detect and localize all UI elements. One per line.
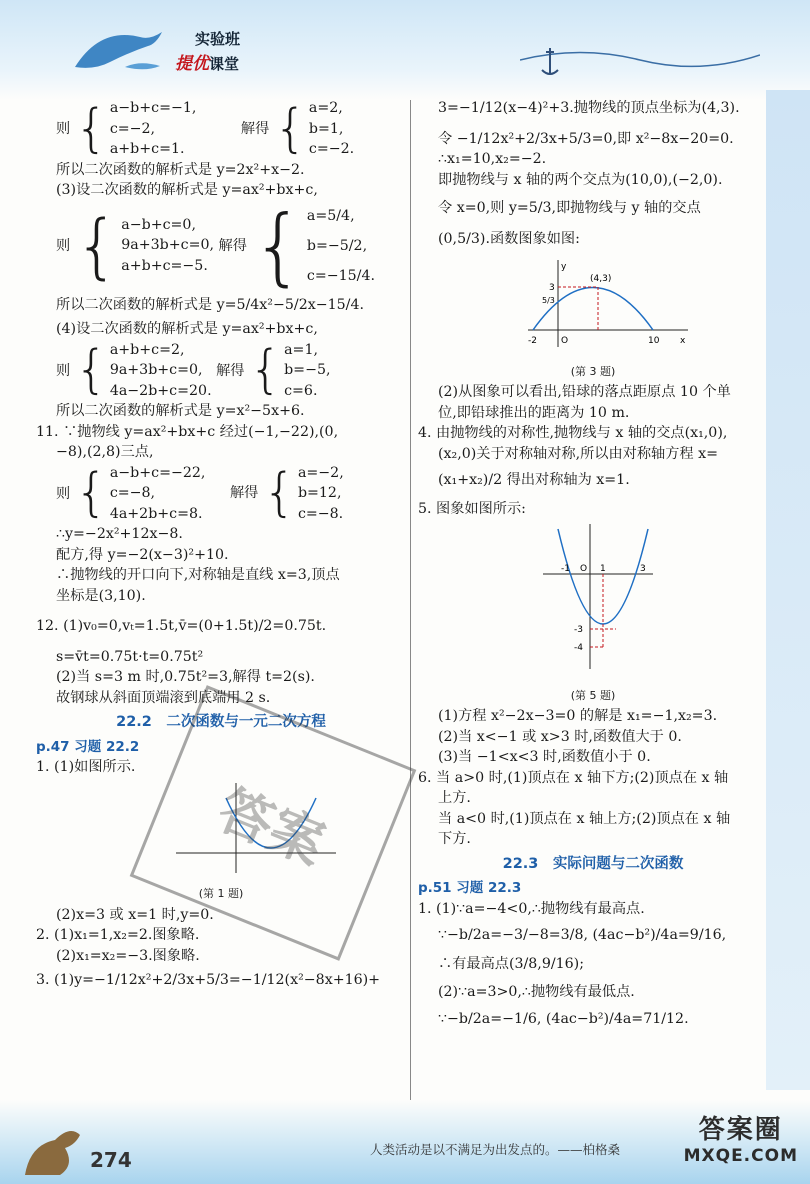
text-line: 5. 图象如图所示:: [418, 500, 526, 517]
brand-suffix: 课堂: [209, 55, 240, 73]
page-number: 274: [90, 1148, 132, 1172]
figure-3-graph: [418, 255, 768, 355]
fig5-x-tick: -1: [561, 564, 570, 574]
stamp-watermark: 答案: [130, 685, 417, 961]
text-line: 12. (1)v₀=0,vₜ=1.5t,v̄=(0+1.5t)/2=0.75t.: [36, 618, 327, 634]
text-line: (2)x=3 或 x=1 时,y=0.: [56, 906, 214, 923]
figure-5-graph: [418, 519, 768, 679]
fig5-x-tick: 1: [600, 564, 606, 574]
system-2: 则 { a−b+c=0, 9a+3b+c=0, a+b+c=−5. 解得 { a=5/4, b=−5/2, c=−15/4.: [56, 196, 375, 295]
text-line: 故钢球从斜面顶端滚到底端用 2 s.: [56, 689, 271, 706]
text-line: 3. (1)y=−1/12x²+2/3x+5/3=−1/12(x²−8x+16)+: [36, 972, 381, 988]
page-header: [0, 0, 810, 100]
figure-1-caption: (第 1 题): [198, 887, 244, 900]
text-line: 2. (1)x₁=1,x₂=2.图象略.: [36, 927, 200, 943]
fig5-origin: O: [580, 564, 588, 574]
right-column: [418, 98, 768, 1029]
fig3-y-tick: 3: [549, 283, 555, 293]
text-line: −8),(2,8)三点,: [56, 444, 154, 460]
brand-top: 实验班: [195, 30, 241, 48]
text-line: 位,即铅球推出的距离为 10 m.: [438, 404, 630, 421]
footer-quote: 人类活动是以不满足为出发点的。——柏格桑: [370, 1142, 621, 1157]
site-watermark: 答案圈 MXQE.COM: [683, 1115, 798, 1166]
text-line: (2)当 x<−1 或 x>3 时,函数值大于 0.: [438, 728, 682, 745]
figure-5-caption: (第 5 题): [570, 688, 616, 702]
text-line: 所以二次函数的解析式是 y=x²−5x+6.: [56, 403, 305, 419]
text-line: (x₂,0)关于对称轴对称,所以由对称轴方程 x=: [438, 445, 719, 462]
text-line: 所以二次函数的解析式是 y=5/4x²−5/2x−15/4.: [56, 296, 364, 313]
text-line: ∴抛物线的开口向下,对称轴是直线 x=3,顶点: [56, 567, 340, 583]
text-line: (2)当 s=3 m 时,0.75t²=3,解得 t=2(s).: [56, 669, 315, 685]
fig5-y-tick: -4: [574, 643, 583, 653]
dolphin-icon: [70, 22, 170, 82]
anchor-icon: [520, 40, 760, 80]
text-line: ∴有最高点(3/8,9/16);: [438, 955, 584, 972]
text-line: (3)设二次函数的解析式是 y=ax²+bx+c,: [56, 182, 318, 198]
column-divider: [410, 100, 411, 1100]
text-line: 11. ∵抛物线 y=ax²+bx+c 经过(−1,−22),(0,: [36, 423, 339, 440]
text-line: (x₁+x₂)/2 得出对称轴为 x=1.: [438, 472, 630, 488]
text-line: 上方.: [438, 790, 471, 806]
brand-title: [175, 28, 240, 74]
brand-name: 提优: [175, 54, 209, 74]
text-line: 坐标是(3,10).: [56, 587, 146, 604]
seal-icon: [20, 1120, 90, 1180]
text-line: ∵−b/2a=−1/6, (4ac−b²)/4a=71/12.: [438, 1010, 689, 1027]
text-line: 4. 由抛物线的对称性,抛物线与 x 轴的交点(x₁,0),: [418, 425, 728, 441]
system-3: 则 { a+b+c=2, 9a+3b+c=0, 4a−2b+c=20. 解得 { a=1, b=−5, c=6.: [56, 340, 331, 401]
text-line: (0,5/3).函数图象如图:: [438, 230, 580, 247]
fig3-origin: O: [561, 336, 569, 346]
text-line: ∴x₁=10,x₂=−2.: [438, 151, 547, 167]
side-band: [766, 90, 810, 1090]
section-heading: 22.3 实际问题与二次函数: [502, 855, 684, 872]
fig3-y-tick: 5/3: [542, 296, 555, 305]
exercise-heading: p.51 习题 22.3: [418, 880, 522, 896]
section-heading: 22.2 二次函数与一元二次方程: [116, 714, 326, 730]
text-line: 令 −1/12x²+2/3x+5/3=0,即 x²−8x−20=0.: [438, 130, 734, 147]
text-line: 3=−1/12(x−4)²+3.抛物线的顶点坐标为(4,3).: [438, 100, 740, 116]
text-line: ∴y=−2x²+12x−8.: [56, 526, 183, 542]
text-line: 下方.: [438, 831, 471, 847]
text-line: (2)从图象可以看出,铅球的落点距原点 10 个单: [438, 384, 731, 400]
text-line: (3)当 −1<x<3 时,函数值小于 0.: [438, 749, 651, 765]
text-line: (2)x₁=x₂=−3.图象略.: [56, 947, 200, 964]
fig3-x-tick: 10: [648, 336, 660, 346]
system-4: 则 { a−b+c=−22, c=−8, 4a+2b+c=8. 解得 { a=−2, b=12, c=−8.: [56, 463, 344, 524]
text-line: 即抛物线与 x 轴的两个交点为(10,0),(−2,0).: [438, 171, 723, 188]
text-line: 1. (1)如图所示.: [36, 759, 136, 775]
fig3-x-axis-label: x: [680, 336, 686, 346]
text-line: (2)∵a=3>0,∴抛物线有最低点.: [438, 984, 635, 1000]
text-line: 1. (1)∵a=−4<0,∴抛物线有最高点.: [418, 900, 645, 917]
figure-3-caption: (第 3 题): [570, 364, 616, 378]
fig5-y-tick: -3: [574, 625, 583, 635]
text-line: 令 x=0,则 y=5/3,即抛物线与 y 轴的交点: [438, 200, 701, 216]
fig3-x-tick: -2: [528, 336, 537, 346]
exercise-heading: p.47 习题 22.2: [36, 738, 140, 755]
fig3-y-axis-label: y: [561, 262, 567, 272]
text-line: (4)设二次函数的解析式是 y=ax²+bx+c,: [56, 321, 318, 337]
text-line: s=v̄t=0.75t·t=0.75t²: [56, 648, 204, 665]
text-line: (1)方程 x²−2x−3=0 的解是 x₁=−1,x₂=3.: [438, 708, 718, 724]
text-line: ∵−b/2a=−3/−8=3/8, (4ac−b²)/4a=9/16,: [438, 927, 727, 943]
fig5-x-tick: 3: [640, 564, 646, 574]
system-1: 则 { a−b+c=−1, c=−2, a+b+c=1. 解得 { a=2, b=1, c=−2.: [56, 98, 355, 159]
text-line: 6. 当 a>0 时,(1)顶点在 x 轴下方;(2)顶点在 x 轴: [418, 769, 729, 786]
text-line: 当 a<0 时,(1)顶点在 x 轴上方;(2)顶点在 x 轴: [438, 810, 731, 827]
fig3-vertex-label: (4,3): [590, 274, 612, 284]
text-line: 所以二次函数的解析式是 y=2x²+x−2.: [56, 161, 305, 178]
text-line: 配方,得 y=−2(x−3)²+10.: [56, 546, 229, 563]
